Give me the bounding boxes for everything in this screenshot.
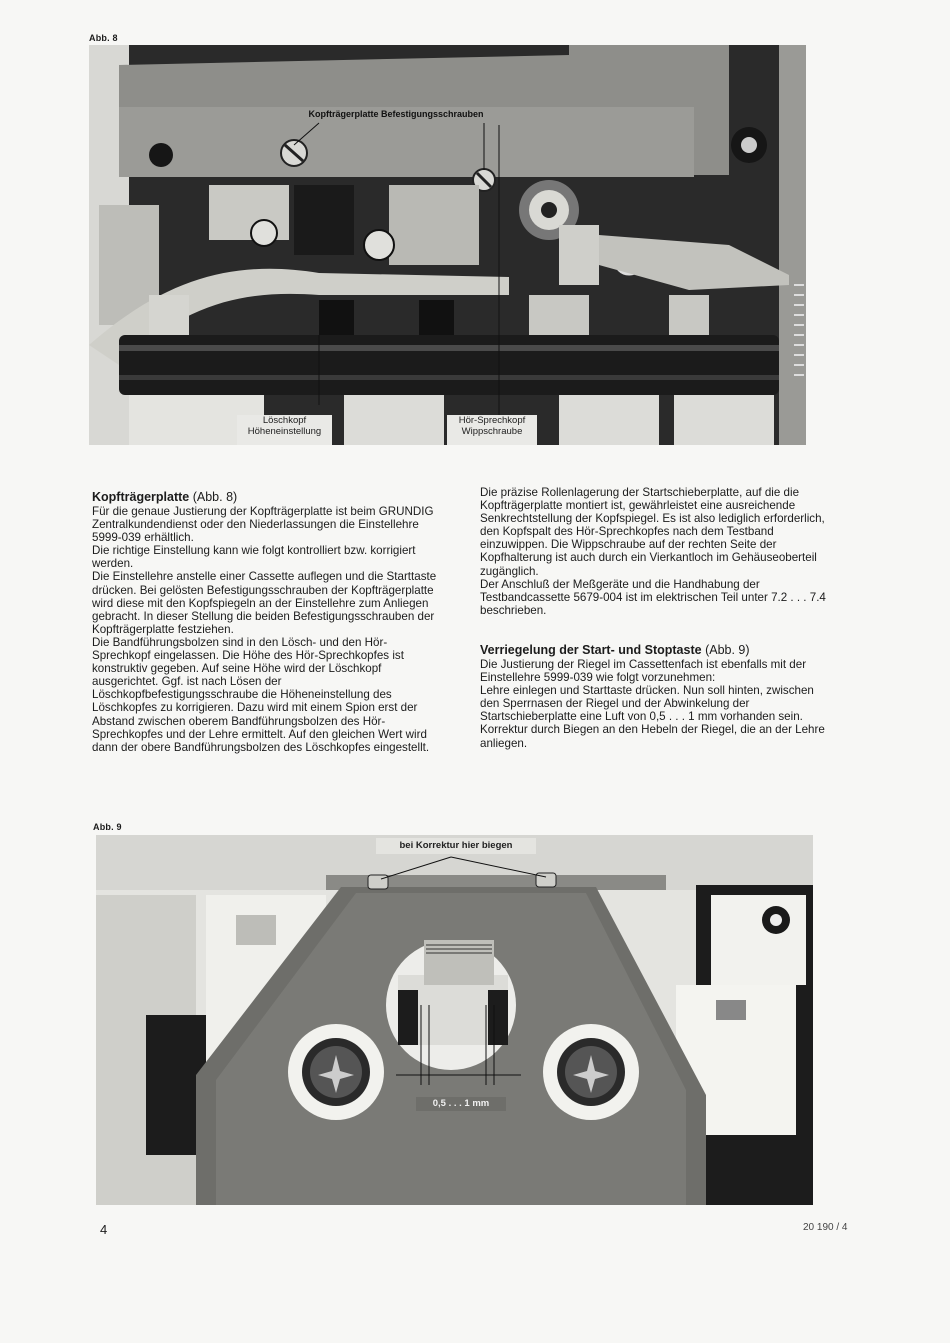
paragraph: Der Anschluß der Meßgeräte und die Handhabung der Testbandcassette 5679-004 ist im elektrischen Teil unter 7.2 . . . 7.4 beschrieben. bbox=[480, 577, 826, 617]
heading-text: Kopfträgerplatte bbox=[92, 490, 190, 504]
paragraph: Die präzise Rollenlagerung der Startschieberplatte, auf die die Kopfträgerplatte montiert ist, gewährleistet eine ausreichende Senkrechtstellung der Kopfspiegel. Es ist also lediglich erforderlich, den Kopfspalt des Hör-Sprechkopfes nach dem Testband einzuwippen. Die Wippschraube auf der rechten Seite der Kopfhalterung ist auch durch ein Vierkantloch im Gehäuseoberteil zugänglich. bbox=[480, 486, 825, 578]
section-heading-start-stop-lock bbox=[480, 643, 836, 658]
paragraph: Lehre einlegen und Starttaste drücken. Nun soll hinten, zwischen den Sperrnasen der Riegel und der Abwinkelung der Startschieberplatte eine Luft von 0,5 . . . 1 mm vorhanden sein. Korrektur durch Biegen an den Hebeln der Riegel, die an der Lehre anliegen. bbox=[480, 684, 825, 750]
fig9-callout-bend-here: bei Korrektur hier biegen bbox=[376, 838, 536, 854]
paragraph: Die Bandführungsbolzen sind in den Lösch- und den Hör-Sprechkopf eingelassen. Die Höhe des Hör-Sprechkopfes ist konstruktiv gegeben. Auf seine Höhe wird der Löschkopf ausgerichtet. Ggf. ist nach Lösen der Löschkopfbefestigungsschraube die Höheneinstellung des Löschkopfes zu korrigieren. Dazu wird mit einem Spion erst der Abstand zwischen oberem Bandführungsbolzen des Hör-Sprechkopfes und der Lehre ermittelt. Auf den gleichen Wert wird dann der obere Bandführungsbolzen des Löschkopfes eingestellt. bbox=[92, 635, 430, 754]
paragraph: Die Einstellehre anstelle einer Cassette auflegen und die Starttaste drücken. Bei gelösten Befestigungsschrauben der Kopfträgerplatte wird diese mit den Kopfspiegeln an der Einstellehre zum Anliegen gebracht. In dieser Stellung die beiden Befestigungsschrauben der Kopfträgerplatte festziehen. bbox=[92, 570, 437, 636]
fig8-callout-erase-head bbox=[237, 415, 332, 445]
figure-9-label: Abb. 9 bbox=[93, 822, 122, 832]
heading-figure-ref: (Abb. 8) bbox=[192, 490, 238, 504]
figure-9-photo bbox=[96, 835, 813, 1205]
fig9-callout-clearance: 0,5 . . . 1 mm bbox=[416, 1097, 506, 1111]
fig8-callout-record-head-line1: Hör-Sprechkopf bbox=[458, 415, 526, 426]
spacer bbox=[480, 617, 836, 643]
left-text-column bbox=[92, 490, 438, 754]
document-code: 20 190 / 4 bbox=[803, 1222, 848, 1233]
fig8-callout-mounting-screws: Kopfträgerplatte Befestigungsschrauben bbox=[281, 107, 511, 121]
paragraph: Für die genaue Justierung der Kopfträgerplatte ist beim GRUNDIG Zentralkundendienst oder den Niederlassungen die Einstellehre 5999-039 erhältlich. bbox=[92, 505, 434, 545]
heading-text: Verriegelung der Start- und Stoptaste bbox=[480, 642, 702, 657]
right-text-column bbox=[480, 486, 836, 750]
heading-figure-ref: (Abb. 9) bbox=[705, 642, 750, 657]
section-heading-head-carrier bbox=[92, 490, 438, 505]
paragraph: Die richtige Einstellung kann wie folgt kontrolliert bzw. korrigiert werden. bbox=[92, 544, 416, 571]
fig8-callout-erase-head-line1: Löschkopf bbox=[262, 415, 307, 426]
page-number: 4 bbox=[100, 1222, 108, 1237]
paragraph: Die Justierung der Riegel im Cassettenfach ist ebenfalls mit der Einstellehre 5999-039 wie folgt vorzunehmen: bbox=[480, 657, 807, 685]
figure-8-label: Abb. 8 bbox=[89, 33, 118, 43]
figure-8-photo bbox=[89, 45, 806, 445]
fig8-callout-record-head bbox=[447, 415, 537, 445]
fig8-callout-erase-head-line2: Höheneinstellung bbox=[247, 426, 322, 437]
fig8-callout-record-head-line2: Wippschraube bbox=[461, 426, 523, 437]
